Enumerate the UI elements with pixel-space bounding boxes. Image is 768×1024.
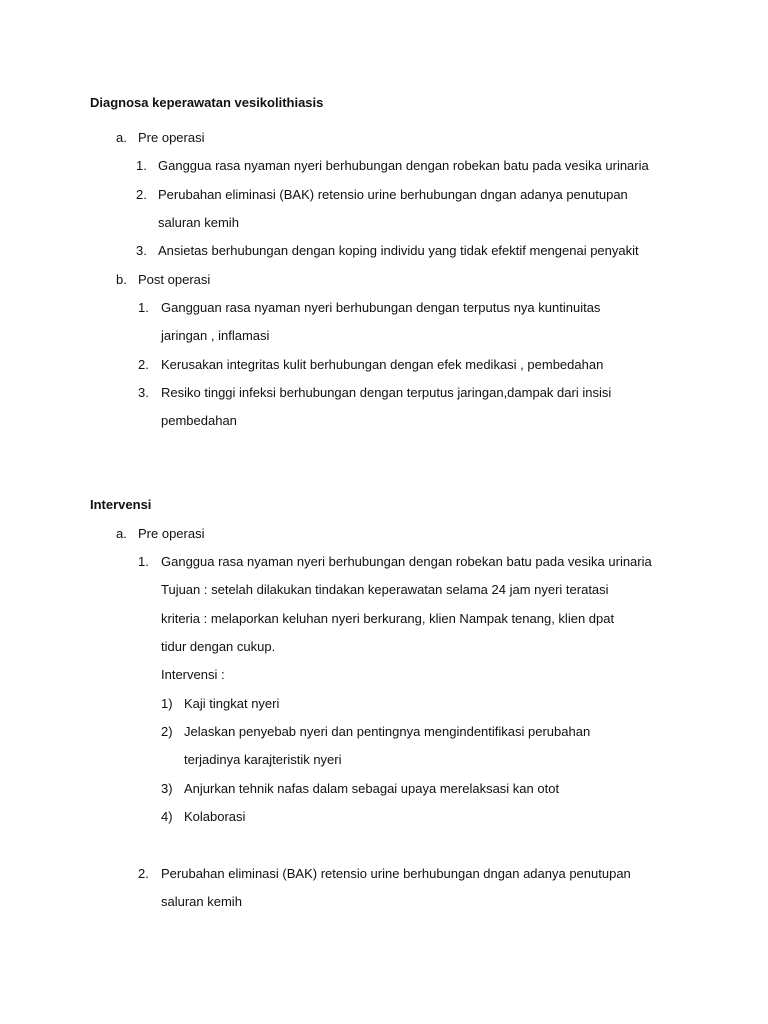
list-item-continuation: kriteria : melaporkan keluhan nyeri berkurang, klien Nampak tenang, klien dpat — [161, 611, 615, 626]
sublist-item: Kaji tingkat nyeri — [184, 696, 280, 711]
list-item: Gangguan rasa nyaman nyeri berhubungan dengan terputus nya kuntinuitas — [161, 300, 601, 315]
list-item-continuation: pembedahan — [161, 413, 237, 428]
list-item-continuation: jaringan , inflamasi — [161, 328, 270, 343]
list-item: Kerusakan integritas kulit berhubungan dengan efek medikasi , pembedahan — [161, 357, 604, 372]
list-item-continuation: tidur dengan cukup. — [161, 639, 276, 654]
sublist-item-continuation: terjadinya karajteristik nyeri — [184, 752, 342, 767]
list-item: Perubahan eliminasi (BAK) retensio urine berhubungan dngan adanya penutupan — [158, 187, 628, 202]
list-item: Ansietas berhubungan dengan koping individu yang tidak efektif mengenai penyakit — [158, 243, 639, 258]
list-item: Perubahan eliminasi (BAK) retensio urine berhubungan dngan adanya penutupan — [161, 866, 631, 881]
list-marker: b. — [116, 272, 127, 287]
list-number: 1. — [138, 554, 149, 569]
list-item: Resiko tinggi infeksi berhubungan dengan terputus jaringan,dampak dari insisi — [161, 385, 612, 400]
section-title-diagnosa: Diagnosa keperawatan vesikolithiasis — [90, 95, 324, 110]
list-item-continuation: Intervensi : — [161, 667, 225, 682]
list-item-continuation: saluran kemih — [158, 215, 239, 230]
sublist-item: Jelaskan penyebab nyeri dan pentingnya mengindentifikasi perubahan — [184, 724, 591, 739]
sublist-number: 1) — [161, 696, 173, 711]
sublist-number: 2) — [161, 724, 173, 739]
list-number: 1. — [136, 158, 147, 173]
list-number: 2. — [138, 357, 149, 372]
sublist-number: 3) — [161, 781, 173, 796]
list-number: 1. — [138, 300, 149, 315]
list-number: 3. — [136, 243, 147, 258]
list-number: 2. — [136, 187, 147, 202]
list-marker: a. — [116, 130, 127, 145]
list-marker: a. — [116, 526, 127, 541]
list-item-continuation: saluran kemih — [161, 894, 242, 909]
subsection-label: Pre operasi — [138, 130, 205, 145]
subsection-label: Pre operasi — [138, 526, 205, 541]
list-item-continuation: Tujuan : setelah dilakukan tindakan keperawatan selama 24 jam nyeri teratasi — [161, 582, 609, 597]
sublist-number: 4) — [161, 809, 173, 824]
list-item: Ganggua rasa nyaman nyeri berhubungan dengan robekan batu pada vesika urinaria — [161, 554, 652, 569]
subsection-label: Post operasi — [138, 272, 211, 287]
section-title-intervensi: Intervensi — [90, 497, 152, 512]
list-item: Ganggua rasa nyaman nyeri berhubungan dengan robekan batu pada vesika urinaria — [158, 158, 649, 173]
list-number: 3. — [138, 385, 149, 400]
sublist-item: Anjurkan tehnik nafas dalam sebagai upaya merelaksasi kan otot — [184, 781, 560, 796]
list-number: 2. — [138, 866, 149, 881]
sublist-item: Kolaborasi — [184, 809, 246, 824]
